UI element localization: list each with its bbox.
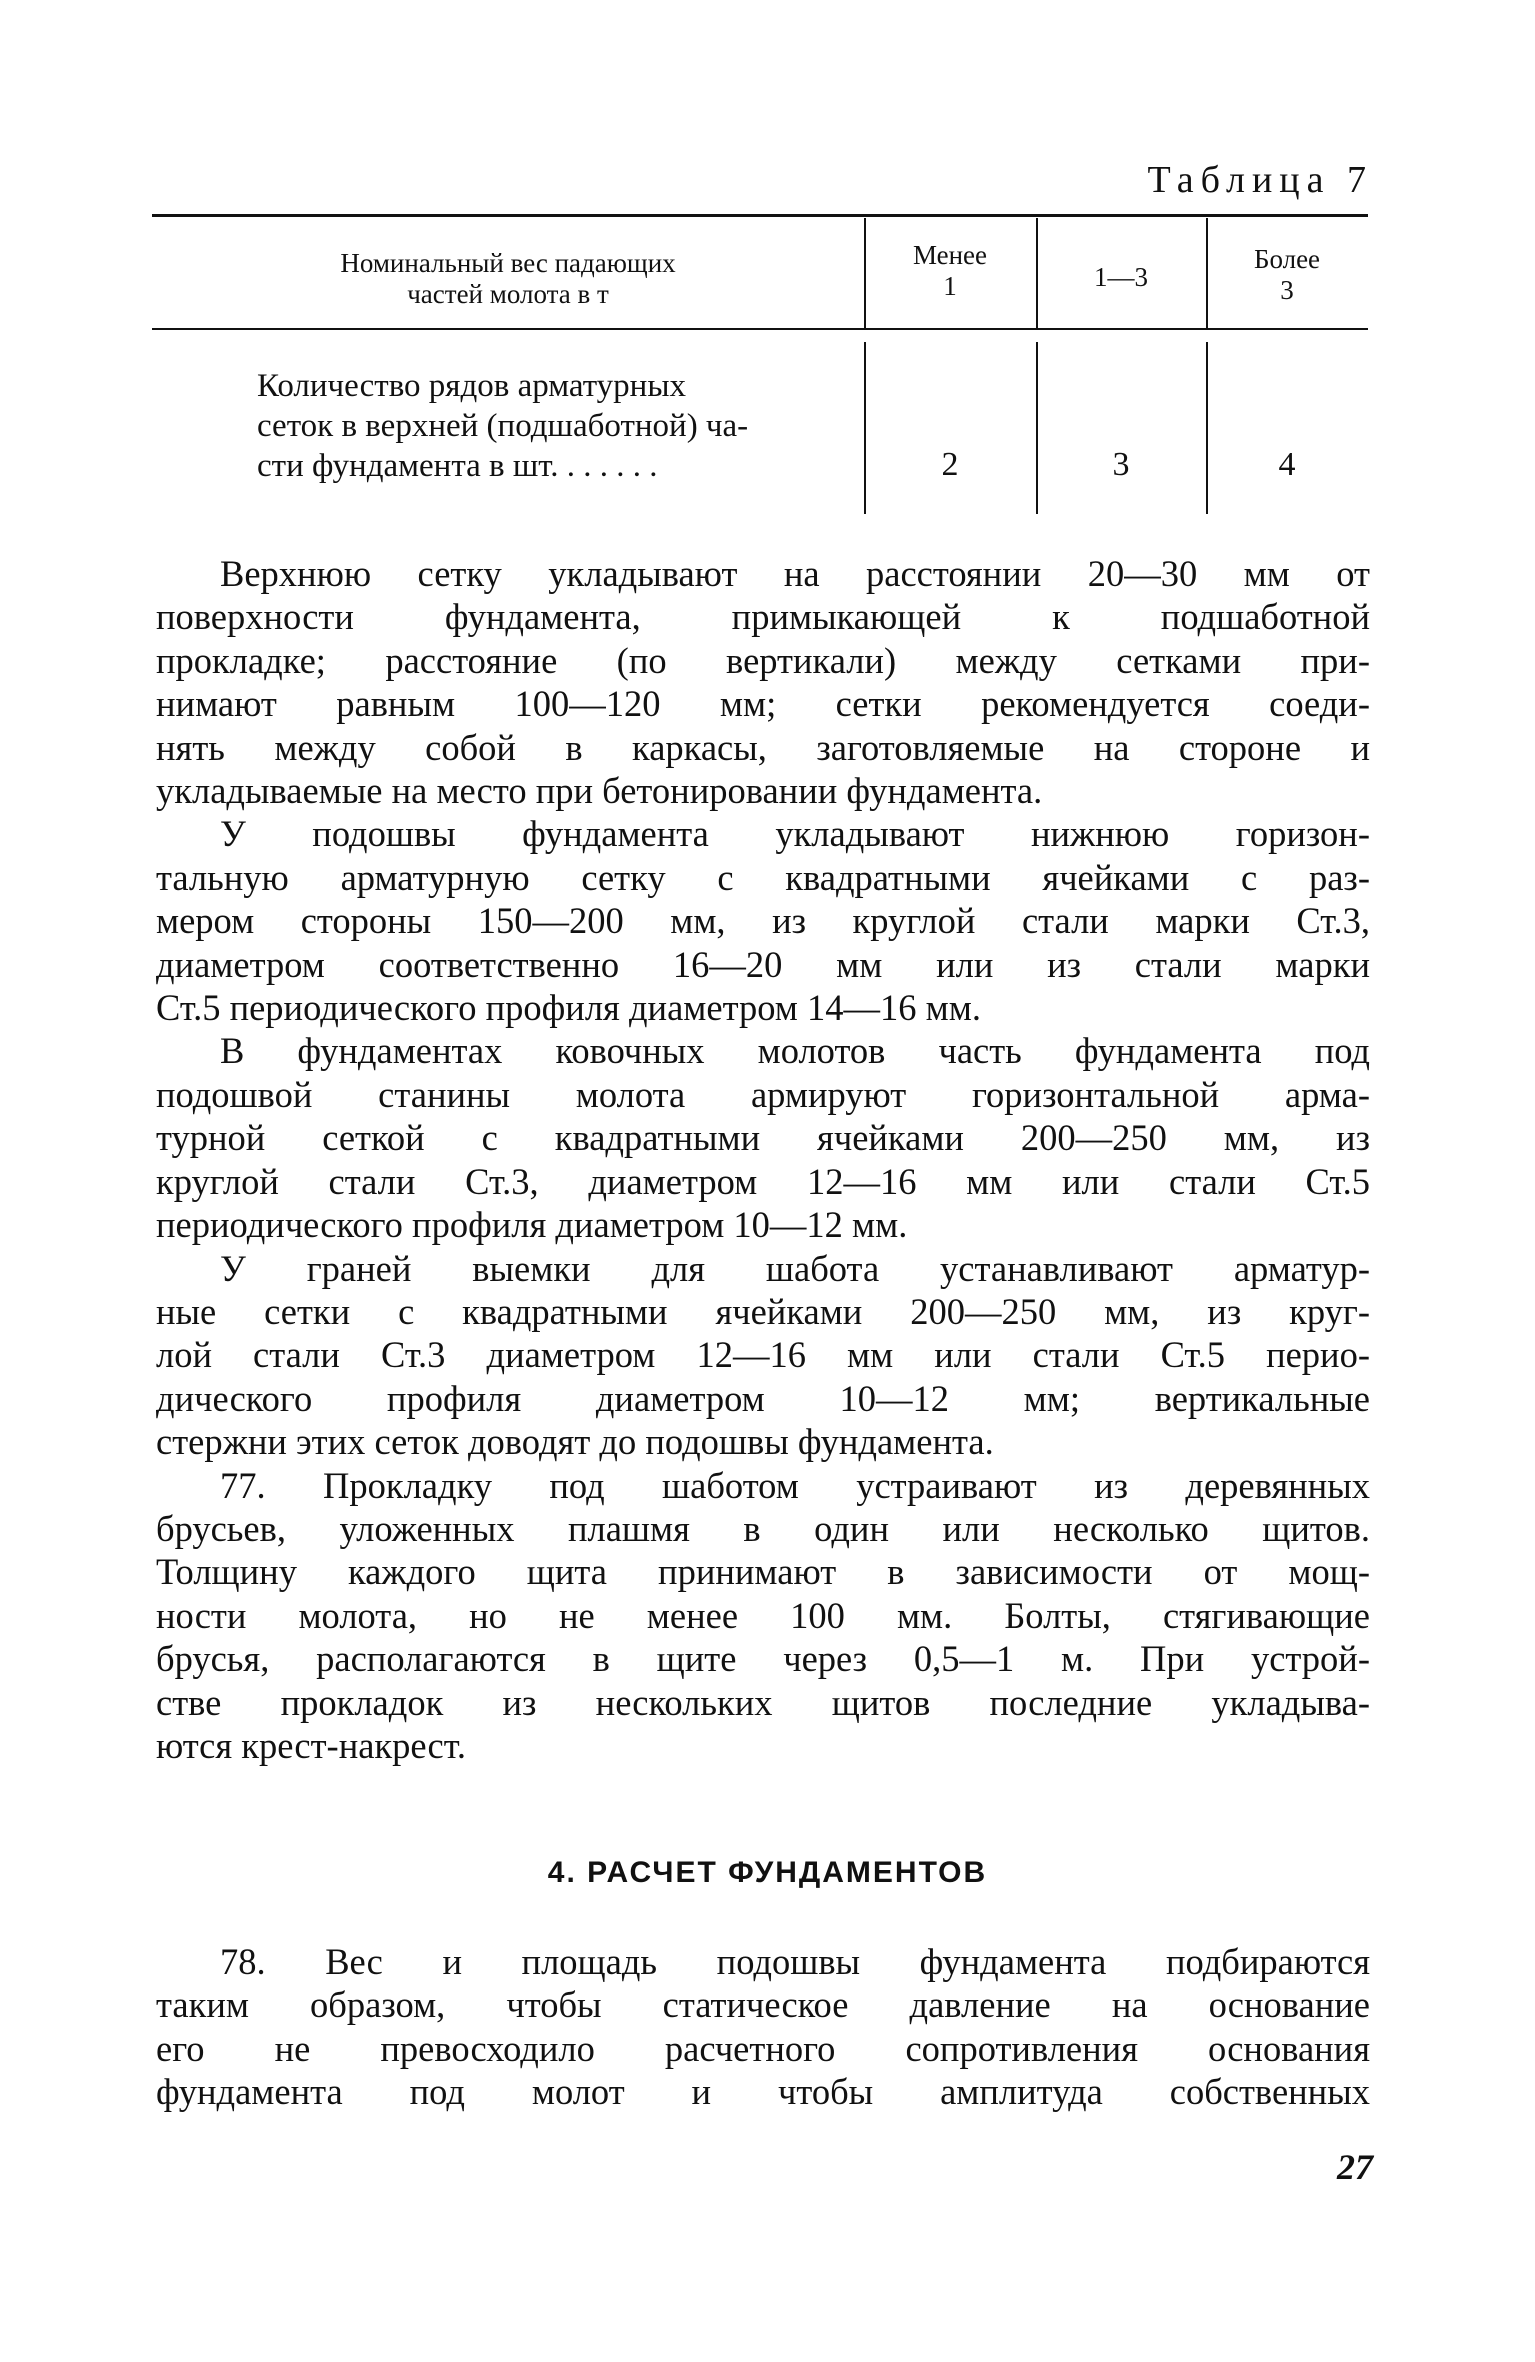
text-line: 78. Вес и площадь подошвы фундамента подбираются xyxy=(220,1941,1370,1982)
text-line: прокладке; расстояние (по вертикали) между сетками при- xyxy=(156,639,1370,681)
text-line: брусьев, уложенных плашмя в один или несколько щитов. xyxy=(156,1507,1370,1549)
text-line: мером стороны 150—200 мм, из круглой стали марки Ст.3, xyxy=(156,900,1370,942)
header-line: Более xyxy=(1253,244,1321,274)
text-line: Верхнюю сетку укладывают на расстоянии 20—30 мм от xyxy=(220,553,1370,594)
text-line: турной сеткой с квадратными ячейками 200—250 мм, из xyxy=(156,1117,1370,1159)
parameters-table xyxy=(152,214,1368,534)
table-header-col-3 xyxy=(1206,244,1368,306)
page-number: 27 xyxy=(1337,2147,1373,2187)
table-caption: Таблица 7 xyxy=(1147,159,1373,201)
header-line: Номинальный вес падающих xyxy=(340,248,676,278)
table-header-col-1 xyxy=(864,240,1036,302)
row-line: сеток в верхней (подшаботной) ча- xyxy=(257,408,749,444)
paragraph xyxy=(156,1464,1370,1768)
table-row-parameter xyxy=(257,366,857,486)
table-top-rule xyxy=(152,214,1368,217)
text-line: его не превосходило расчетного сопротивления основания xyxy=(156,2027,1370,2069)
text-line: У граней выемки для шабота устанавливают арматур- xyxy=(220,1247,1370,1289)
paragraph xyxy=(156,1247,1370,1464)
text-line: ности молота, но не менее 100 мм. Болты, стягивающие xyxy=(156,1594,1370,1636)
text-line: круглой стали Ст.3, диаметром 12—16 мм или стали Ст.5 xyxy=(156,1160,1370,1202)
text-line: диаметром соответственно 16—20 мм или из стали марки xyxy=(156,943,1370,985)
text-line: периодического профиля диаметром 10—12 мм. xyxy=(156,1204,908,1246)
body-text xyxy=(156,1940,1370,2114)
paragraph xyxy=(156,1029,1370,1246)
text-line: стве прокладок из нескольких щитов последние укладыва- xyxy=(156,1681,1370,1723)
table-header-rule xyxy=(152,328,1368,330)
text-line: ются крест-накрест. xyxy=(156,1724,467,1766)
header-line: 3 xyxy=(1280,275,1294,305)
text-line: подошвой станины молота армируют горизонтальной арма- xyxy=(156,1073,1370,1115)
text-line: нять между собой в каркасы, заготовляемые на стороне и xyxy=(156,726,1370,768)
header-line: частей молота в т xyxy=(407,279,609,309)
paragraph xyxy=(156,552,1370,812)
row-line: Количество рядов арматурных xyxy=(257,368,687,404)
text-line: В фундаментах ковочных молотов часть фундамента под xyxy=(220,1030,1370,1072)
section-heading: 4. РАСЧЕТ ФУНДАМЕНТОВ xyxy=(547,1856,988,1889)
text-line: Ст.5 периодического профиля диаметром 14—16 мм. xyxy=(156,987,981,1029)
paragraph xyxy=(156,812,1370,1029)
text-line: 77. Прокладку под шаботом устраивают из деревянных xyxy=(220,1464,1370,1506)
text-line: стержни этих сеток доводят до подошвы фундамента. xyxy=(156,1421,994,1463)
text-line: ные сетки с квадратными ячейками 200—250 мм, из круг- xyxy=(156,1290,1370,1332)
text-line: поверхности фундамента, примыкающей к подшаботной xyxy=(156,596,1370,638)
text-line: лой стали Ст.3 диаметром 12—16 мм или стали Ст.5 перио- xyxy=(156,1334,1370,1376)
text-line: У подошвы фундамента укладывают нижнюю горизон- xyxy=(220,813,1370,855)
text-line: таким образом, чтобы статическое давление на основание xyxy=(156,1984,1370,2026)
paragraph xyxy=(156,1940,1370,2114)
table-header-parameter xyxy=(248,248,768,310)
table-cell-value: 2 xyxy=(941,446,959,483)
table-cell-value: 4 xyxy=(1278,446,1296,483)
text-line: тальную арматурную сетку с квадратными ячейками с раз- xyxy=(156,856,1370,898)
body-text xyxy=(156,552,1370,1767)
table-divider xyxy=(1036,342,1038,514)
table-cell-value: 3 xyxy=(1112,446,1130,483)
text-line: дического профиля диаметром 10—12 мм; вертикальные xyxy=(156,1377,1370,1419)
text-line: фундамента под молот и чтобы амплитуда собственных xyxy=(156,2071,1370,2113)
table-divider xyxy=(1206,342,1208,514)
text-line: укладываемые на место при бетонировании фундамента. xyxy=(156,770,1043,812)
text-line: Толщину каждого щита принимают в зависимости от мощ- xyxy=(156,1551,1370,1593)
table-header-col-2: 1—3 xyxy=(1094,262,1148,292)
text-line: нимают равным 100—120 мм; сетки рекомендуется соеди- xyxy=(156,683,1370,725)
row-line: сти фундамента в шт. . . . . . . xyxy=(257,448,658,484)
table-divider xyxy=(864,342,866,514)
text-line: брусья, располагаются в щите через 0,5—1 м. При устрой- xyxy=(156,1638,1370,1680)
header-line: 1 xyxy=(943,271,957,301)
header-line: Менее xyxy=(912,240,988,270)
